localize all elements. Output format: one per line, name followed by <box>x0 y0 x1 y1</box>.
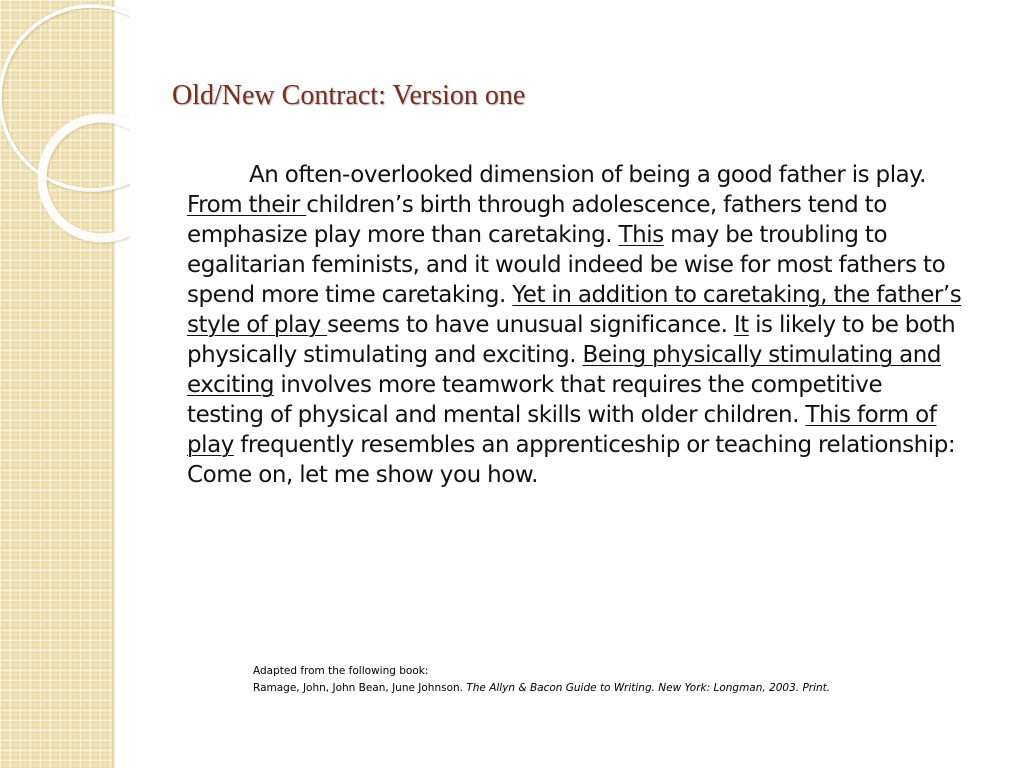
underlined-phrase: It <box>733 312 749 338</box>
underlined-phrase: This <box>618 222 664 248</box>
paragraph-text: involves more teamwork that requires the competitive testing of physical and mental skills with older children. <box>187 372 883 428</box>
decorative-ring-large <box>0 6 130 190</box>
slide-title: Old/New Contract: Version one <box>172 80 526 111</box>
citation-block <box>253 663 993 697</box>
decorative-rings <box>0 0 130 260</box>
paragraph-text: children’s birth through adolescence, fathers tend to emphasize play more than caretaking. <box>187 192 887 248</box>
decorative-ring-small <box>42 118 130 238</box>
paragraph-text: seems to have unusual significance. <box>327 312 734 338</box>
citation-intro: Adapted from the following book: <box>253 665 429 677</box>
paragraph-text: An often-overlooked dimension of being a good father is play. <box>249 162 927 188</box>
citation-source: The Allyn & Bacon Guide to Writing. New York: Longman, 2003. Print. <box>466 682 831 694</box>
citation-authors: Ramage, John, John Bean, June Johnson. <box>253 682 467 694</box>
underlined-phrase: Being physically stimulating and exciting <box>187 342 942 398</box>
underlined-phrase: Yet in addition to caretaking, the father’s style of play <box>187 282 962 338</box>
underlined-phrase: This form of play <box>187 402 937 458</box>
body-paragraph <box>187 160 962 490</box>
paragraph-text: may be troubling to egalitarian feminists, and it would indeed be wise for most fathers to spend more time caretaking. <box>187 222 946 308</box>
citation-reference <box>253 680 993 697</box>
underlined-phrase: From their <box>187 192 307 218</box>
paragraph-text: frequently resembles an apprenticeship or teaching relationship: Come on, let me show you how. <box>187 432 956 488</box>
paragraph-text: is likely to be both physically stimulating and exciting. <box>187 312 956 368</box>
